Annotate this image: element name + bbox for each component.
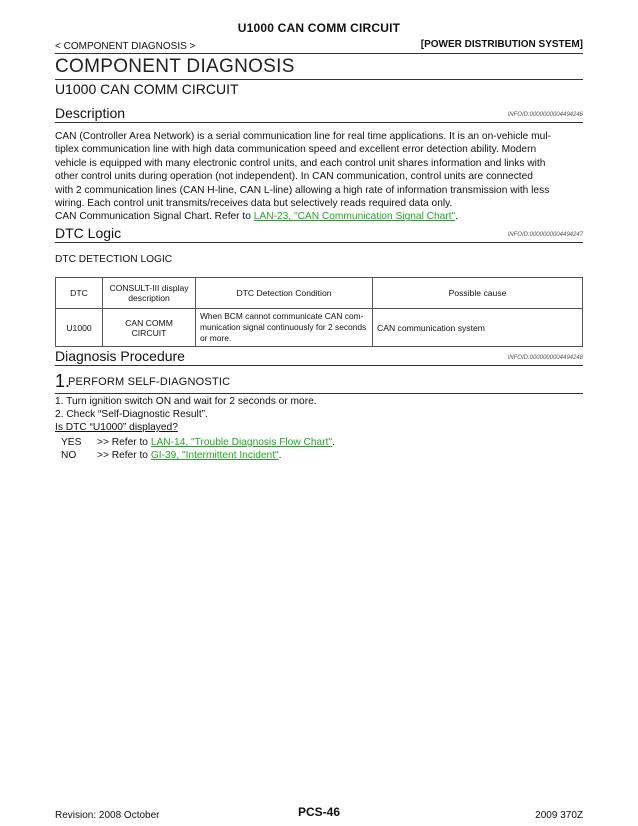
dtc-table [55, 277, 583, 347]
condition-line: or more. [200, 333, 232, 343]
dtc-logic-heading: DTC Logic [55, 225, 122, 241]
header-rule [55, 53, 583, 54]
condition-line: When BCM cannot communicate CAN com- [200, 311, 364, 321]
dtc-logic-rule [55, 242, 583, 243]
list-item: 2. Check “Self-Diagnostic Result”. [55, 409, 208, 420]
diagnosis-info-id: INFOID:0000000004494248 [507, 355, 583, 361]
list-item: 1. Turn ignition switch ON and wait for 2 seconds or more. [55, 396, 317, 407]
description-info-id: INFOID:0000000004494246 [507, 112, 583, 118]
footer-model: 2009 370Z [535, 810, 583, 821]
table-header-row [56, 278, 583, 309]
table-header-consult: CONSULT-III display description [103, 278, 196, 309]
diagnosis-rule [55, 365, 583, 366]
step-number: 1. [55, 371, 71, 391]
table-row [56, 309, 583, 347]
description-line: with 2 communication lines (CAN H-line, CAN L-line) allowing a high rate of information transmission with less [55, 184, 550, 196]
table-header-condition: DTC Detection Condition [196, 278, 373, 309]
lan-14-link[interactable]: LAN-14, "Trouble Diagnosis Flow Chart" [150, 437, 333, 448]
dtc-logic-info-id: INFOID:0000000004494247 [507, 232, 583, 238]
diagnosis-heading: Diagnosis Procedure [55, 348, 185, 364]
page-header-title: U1000 CAN COMM CIRCUIT [237, 21, 401, 35]
yes-answer [97, 437, 335, 448]
section-subtitle: U1000 CAN COMM CIRCUIT [55, 81, 239, 97]
reference-suffix: . [455, 211, 459, 223]
yes-label: YES [61, 437, 82, 448]
description-rule [55, 122, 583, 123]
description-text [55, 130, 583, 224]
table-header-cause: Possible cause [373, 278, 583, 309]
yes-suffix: . [332, 437, 335, 448]
description-line: vehicle is equipped with many electronic control units, and each control unit shares information and links with [55, 157, 546, 169]
description-heading: Description [55, 105, 126, 121]
table-cell-condition [196, 309, 373, 347]
section-title: COMPONENT DIAGNOSIS [55, 56, 295, 77]
description-line: tiplex communication line with high data communication speed and excellent error detection ability. Modern [55, 144, 537, 156]
footer-page-number: PCS-46 [297, 805, 341, 819]
description-line: wiring. Each control unit transmits/receives data but selectively reads required data only. [55, 198, 453, 210]
table-header-dtc: DTC [56, 278, 103, 309]
lan-23-link[interactable]: LAN-23, "CAN Communication Signal Chart" [253, 211, 456, 223]
breadcrumb: < COMPONENT DIAGNOSIS > [55, 41, 196, 52]
table-cell-consult: CAN COMM CIRCUIT [103, 309, 196, 347]
gi-39-link[interactable]: GI-39, "Intermittent Incident" [150, 450, 279, 461]
no-answer [97, 450, 282, 461]
description-reference-line [55, 210, 583, 223]
table-cell-cause: CAN communication system [373, 309, 583, 347]
table-cell-dtc: U1000 [56, 309, 103, 347]
no-prefix: >> Refer to [97, 450, 151, 461]
step-rule [55, 393, 583, 394]
system-label: [POWER DISTRIBUTION SYSTEM] [420, 39, 583, 50]
step-title: PERFORM SELF-DIAGNOSTIC [68, 376, 231, 388]
condition-line: munication signal continuously for 2 seconds [200, 322, 367, 332]
description-line: CAN (Controller Area Network) is a serial communication line for real time applications. It is an on-vehicle mul- [55, 131, 551, 142]
section-rule [55, 79, 583, 80]
question-text: Is DTC “U1000” displayed? [55, 422, 178, 433]
no-suffix: . [278, 450, 282, 461]
footer-revision: Revision: 2008 October [55, 810, 160, 821]
reference-prefix: CAN Communication Signal Chart. Refer to [55, 211, 254, 223]
yes-prefix: >> Refer to [97, 437, 151, 448]
no-label: NO [61, 450, 77, 461]
description-line: other control units during operation (not independent). In CAN communication, control units are connected [55, 171, 533, 183]
dtc-detection-heading: DTC DETECTION LOGIC [55, 254, 173, 265]
